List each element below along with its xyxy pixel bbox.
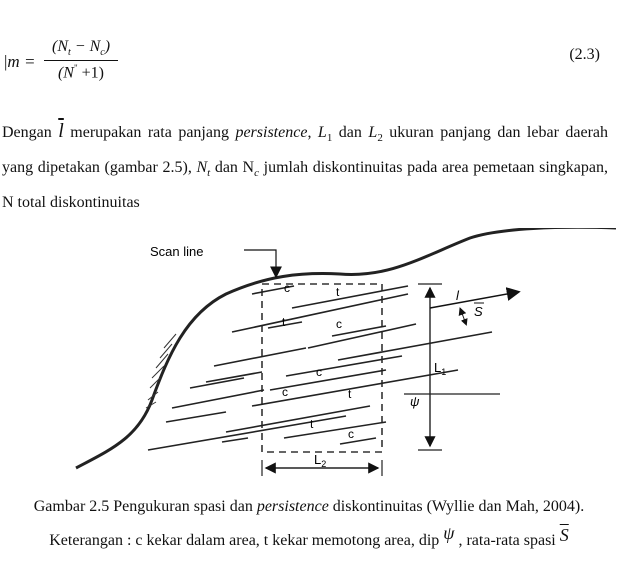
s-bar-symbol: $\overline{S}$ (559, 525, 569, 545)
equation-number: (2.3) (569, 46, 600, 63)
L1-label: $L_1$ (434, 360, 447, 377)
equation-denominator: (N" +1) (57, 63, 105, 82)
scan-line-pointer (244, 250, 276, 276)
label-t-4: t (310, 417, 314, 431)
spacing-arrow (460, 308, 466, 324)
psi-label: ψ (410, 394, 420, 409)
label-c-2: c (336, 317, 342, 331)
label-t-3: t (348, 387, 352, 401)
label-t-1: t (336, 285, 340, 299)
label-c-1: c (284, 281, 290, 295)
equation-lhs: |m = (4, 52, 36, 71)
figure-2-5-diagram (0, 228, 618, 490)
label-c-3: c (316, 365, 322, 379)
slope-hatching (146, 334, 176, 408)
label-t-2: t (282, 315, 286, 329)
equation-numerator: $(N_t - N_c)$ (51, 38, 111, 59)
l-label: l (456, 288, 459, 303)
label-c-4: c (282, 385, 288, 399)
figure-caption: Gambar 2.5 Pengukuran spasi dan persistence diskontinuitas (Wyllie dan Mah, 2004). Keterangan : c kekar dalam area, t kekar memotong area, dip ψ , rata-rata spasi $\overline{S}$ (33, 498, 585, 549)
equation-fraction (40, 38, 122, 85)
label-c-5: c (348, 427, 354, 441)
L2-label: $L_2$ (314, 452, 327, 469)
s-label: S (474, 304, 483, 319)
psi-symbol: ψ (443, 523, 455, 543)
equation-2-3 (4, 36, 614, 96)
slope-surface (76, 228, 616, 468)
body-paragraph: Dengan $\overline{l}$ merupakan rata panjang persistence, $L_1$ dan $L_2$ ukuran panjang dan lebar daerah yang dipetakan (gambar 2.5), $N_t$ dan $N_c$ jumlah diskontinuitas pada area pemetaan singkapan, N total diskontinuitas (2, 120, 609, 212)
l-bar-symbol: $\overline{l}$ (58, 120, 64, 142)
scan-line-label: Scan line (150, 244, 204, 259)
